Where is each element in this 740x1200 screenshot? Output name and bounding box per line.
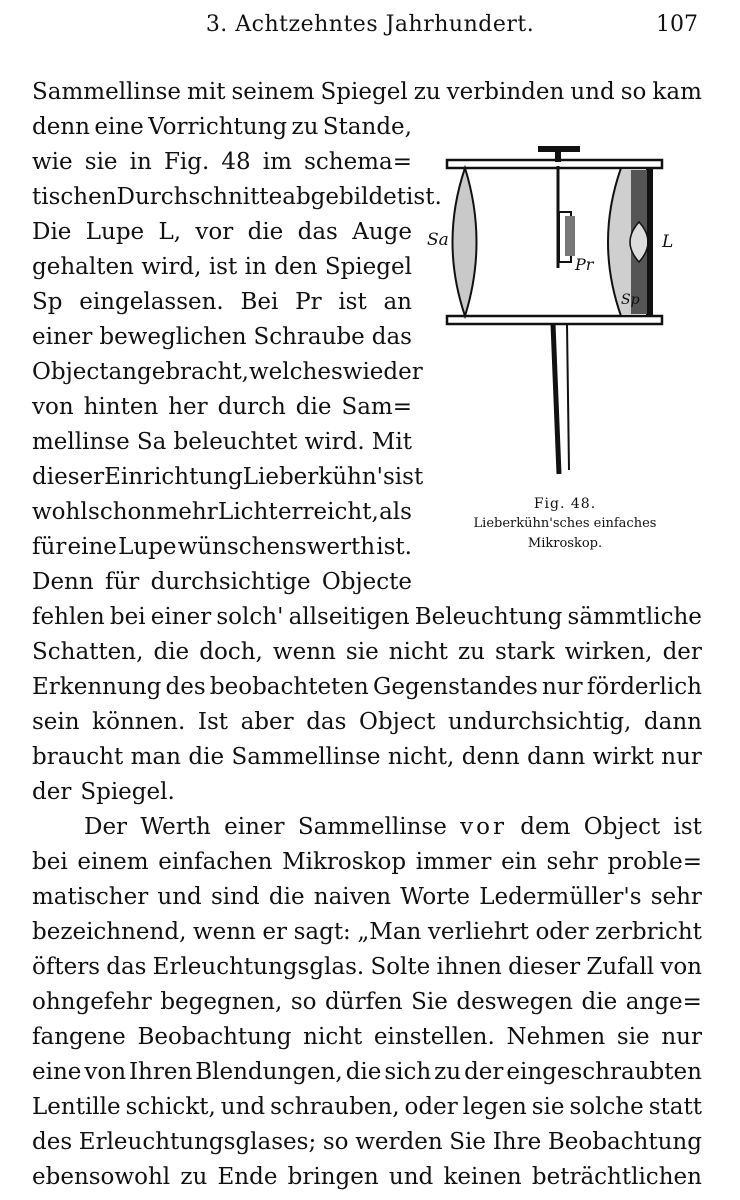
caption-line: Mikroskop.: [527, 536, 603, 551]
figure-caption: [420, 494, 710, 554]
text-line: eine von Ihren Blendungen, die sich zu der eingeschraubten: [32, 1059, 702, 1085]
screw-neck: [555, 150, 561, 162]
label-sp: Sp: [621, 292, 640, 308]
text-line: dieser Einrichtung Lieberkühn's ist: [32, 464, 424, 490]
text-line: öfters das Erleuchtungsglas. Solte ihnen dieser Zufall von: [32, 954, 702, 980]
text-line: Sammellinse mit seinem Spiegel zu verbinden und so kam: [32, 79, 702, 105]
figure-48-diagram: [425, 130, 705, 490]
object-shade: [565, 216, 575, 256]
text-line: einer beweglichen Schraube das: [32, 324, 412, 350]
paragraph-first-line: Der Werth einer Sammellinse vor dem Object ist: [84, 814, 702, 840]
text-line: braucht man die Sammellinse nicht, denn dann wirkt nur: [32, 744, 702, 770]
text-line: Object angebracht, welches wieder: [32, 359, 423, 385]
collecting-lens: [453, 168, 477, 316]
text-line: matischer und sind die naiven Worte Ledermüller's sehr: [32, 884, 702, 910]
caption-line: Lieberkühn'sches einfaches: [473, 516, 657, 531]
stand-leg-left: [553, 324, 559, 474]
label-pr: Pr: [575, 255, 594, 274]
label-l: L: [662, 232, 674, 252]
text-line: Erkennung des beobachteten Gegenstandes nur förderlich: [32, 674, 702, 700]
top-plate: [447, 160, 662, 168]
page-number: 107: [656, 12, 698, 37]
text-line: sein können. Ist aber das Object undurchsichtig, dann: [32, 709, 702, 735]
text-line: des Erleuchtungsglases; so werden Sie Ihre Beobachtung: [32, 1129, 702, 1155]
text-line: wie sie in Fig. 48 im schema=: [32, 149, 412, 175]
text-line: von hinten her durch die Sam=: [32, 394, 412, 420]
text-line: mellinse Sa beleuchtet wird. Mit: [32, 429, 412, 455]
text-line: denn eine Vorrichtung zu Stande,: [32, 114, 412, 140]
text-line: bei einem einfachen Mikroskop immer ein sehr proble=: [32, 849, 702, 875]
text-line: bezeichnend, wenn er sagt: „Man verliehrt oder zerbricht: [32, 919, 702, 945]
text-line: Sp eingelassen. Bei Pr ist an: [32, 289, 412, 315]
text-line: Lentille schickt, und schrauben, oder legen sie solche statt: [32, 1094, 702, 1120]
text-line: fehlen bei einer solch' allseitigen Beleuchtung sämmtliche: [32, 604, 702, 630]
right-frame: [647, 168, 653, 316]
label-sa: Sa: [427, 230, 449, 250]
microscope-diagram: [425, 130, 705, 490]
text-line: ebensowohl zu Ende bringen und keinen beträchtlichen: [32, 1164, 702, 1190]
caption-title: Fig. 48.: [533, 496, 597, 512]
text-line: für eine Lupe wünschenswerth ist.: [32, 534, 412, 560]
stand-leg-right: [567, 324, 569, 470]
text-line: wohl schon mehr Licht erreicht, als: [32, 499, 412, 525]
text-line: gehalten wird, ist in den Spiegel: [32, 254, 412, 280]
text-line: der Spiegel.: [32, 779, 175, 805]
bottom-plate: [447, 316, 662, 324]
text-line: Denn für durchsichtige Objecte: [32, 569, 412, 595]
text-line: fangene Beobachtung nicht einstellen. Nehmen sie nur: [32, 1024, 702, 1050]
text-line: ohngefehr begegnen, so dürfen Sie deswegen die ange=: [32, 989, 702, 1015]
page-header: [0, 8, 740, 48]
text-line: Die Lupe L, vor die das Auge: [32, 219, 412, 245]
running-head: 3. Achtzehntes Jahrhundert.: [205, 12, 535, 37]
text-line: tischen Durchschnitte abgebildet ist.: [32, 184, 442, 210]
text-line: Schatten, die doch, wenn sie nicht zu stark wirken, der: [32, 639, 702, 665]
